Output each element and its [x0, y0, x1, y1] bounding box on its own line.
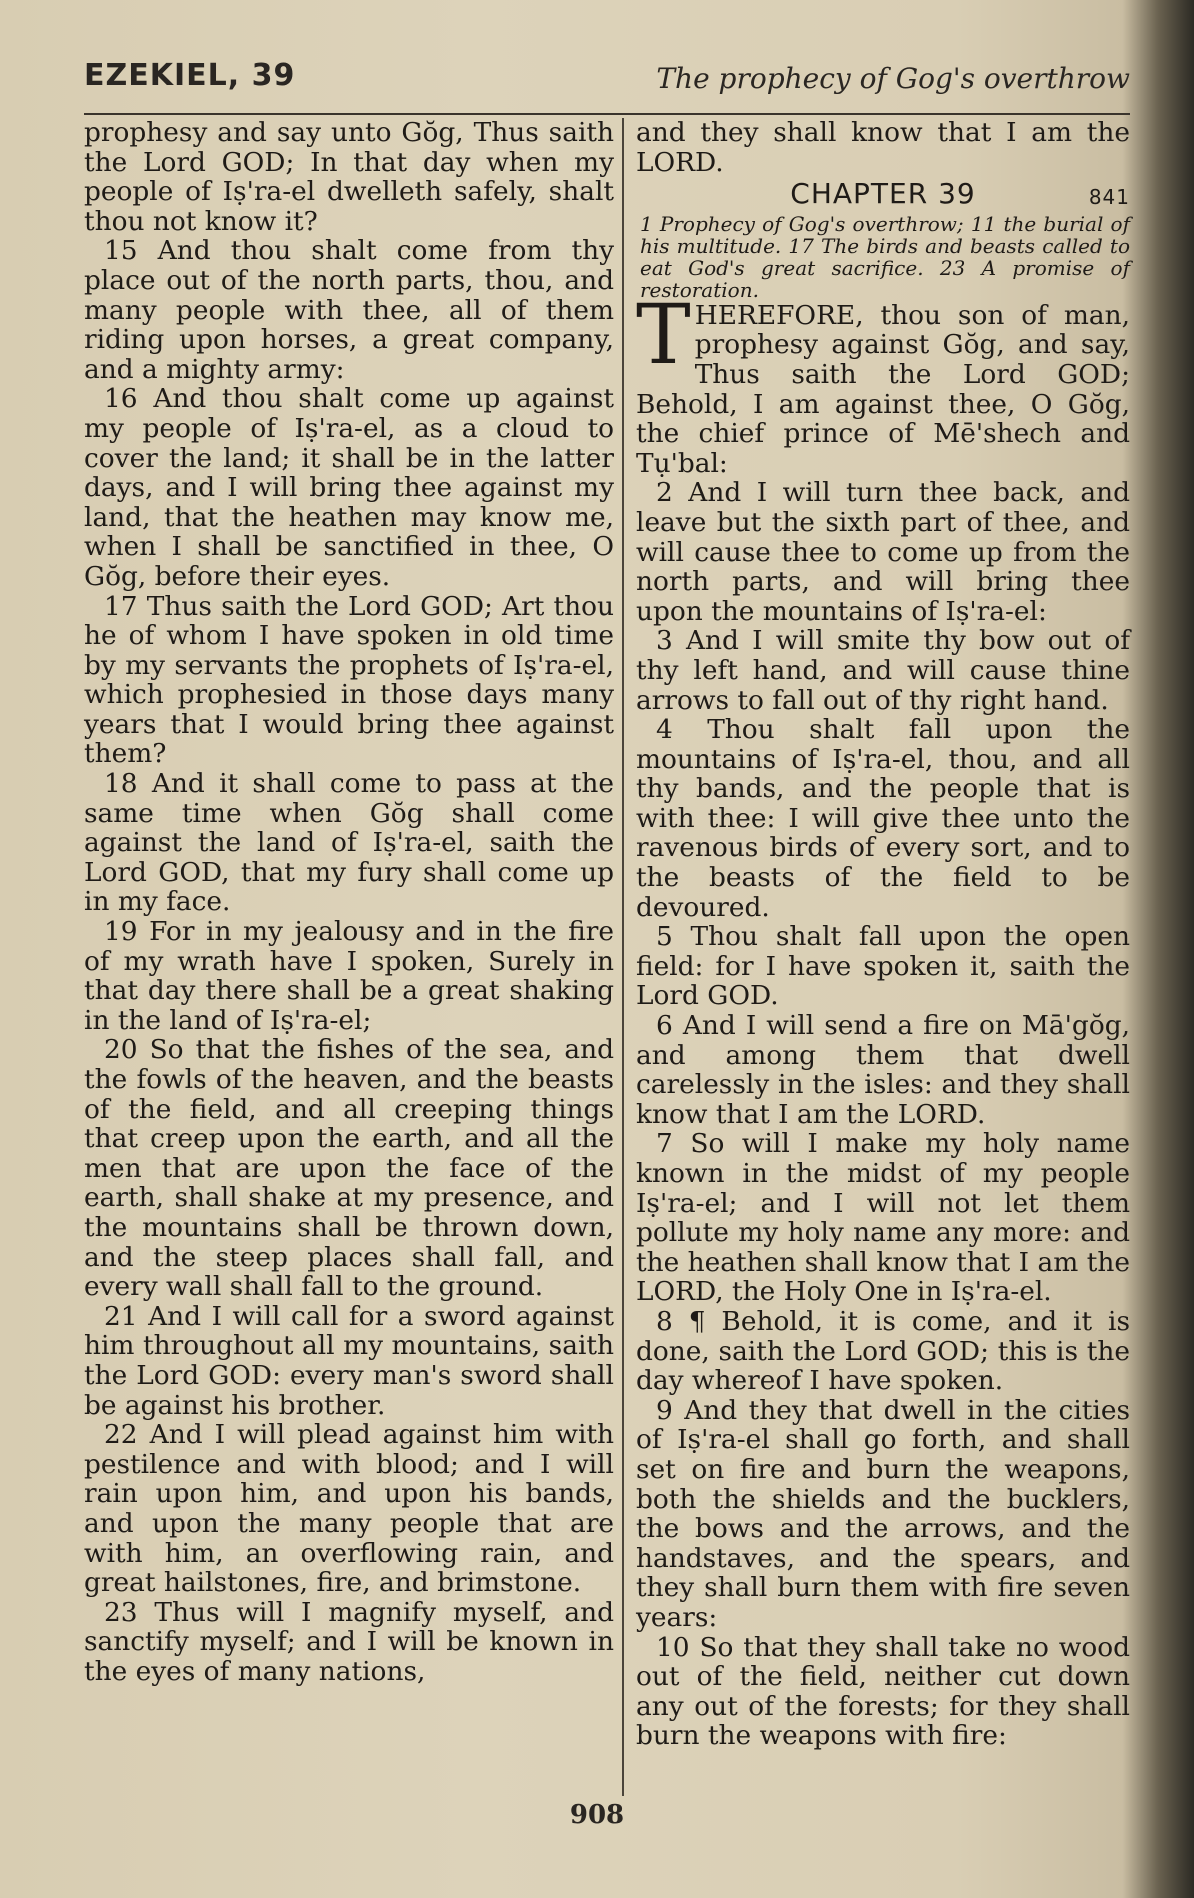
verse-7: 7 So will I make my holy name known in the midst of my people Iṣ'ra-el; and I will not let them pollute my holy name any more: and the heathen shall know that I am the LORD, the Holy One in Iṣ'ra-el. [636, 1128, 1130, 1308]
verse-6: 6 And I will send a fire on Mā'gŏg, and among them that dwell carelessly in the isles: and they shall know that I am the LORD. [636, 1010, 1130, 1130]
chapter-reference: 841 [1088, 185, 1130, 210]
verse-20: 20 So that the fishes of the sea, and the fowls of the heaven, and the beasts of the field, and all creeping things that creep upon the earth, and all the men that are upon the face of the earth, shall shake at my presence, and the mountains shall be thrown down, and the steep places shall fall, and every wall shall fall to the ground. [84, 1034, 614, 1303]
verse-21: 21 And I will call for a sword against him throughout all my mountains, saith the Lord GOD: every man's sword shall be against his brother. [84, 1300, 614, 1421]
running-header-book: EZEKIEL, 39 [84, 58, 296, 93]
chapter-title: CHAPTER 39 [790, 177, 976, 211]
verse-17: 17 Thus saith the Lord GOD; Art thou he of whom I have spoken in old time by my servants the prophets of Iṣ'ra-el, which prophesied in those days many years that I would bring thee against them? [84, 590, 614, 770]
continued-verse: and they shall know that I am the LORD. [636, 117, 1130, 178]
verse-1-text: HEREFORE, thou son of man, prophesy against Gŏg, and say, Thus saith the Lord GOD; Behold, I am against thee, O Gŏg, the chief prince of Mē'shech and Tụ'bal: [636, 299, 1130, 479]
running-header-topic: The prophecy of Gog's overthrow [656, 62, 1130, 95]
verse-10: 10 So that they shall take no wood out of the field, neither cut down any out of the forests; for they shall burn the weapons with fire: [636, 1631, 1130, 1752]
chapter-heading [636, 179, 1130, 209]
verse-16: 16 And thou shalt come up against my people of Iṣ'ra-el, as a cloud to cover the land; it shall be in the latter days, and I will bring thee against my land, that the heathen may know me, when I shall be sanctified in thee, O Gŏg, before their eyes. [84, 383, 614, 592]
header-rule [84, 113, 1130, 115]
verse-23: 23 Thus will I magnify myself, and sanctify myself; and I will be known in the eyes of many nations, [84, 1596, 614, 1687]
verse-22: 22 And I will plead against him with pestilence and with blood; and I will rain upon him, and upon his bands, and upon the many people that are with him, an overflowing rain, and great hailstones, fire, and brimstone. [84, 1419, 614, 1599]
drop-cap: T [636, 287, 691, 383]
verse-9: 9 And they that dwell in the cities of Iṣ'ra-el shall go forth, and shall set on fire and burn the weapons, both the shields and the bucklers, the bows and the arrows, and the handstaves, and the spears, and they shall burn them with fire seven years: [636, 1394, 1130, 1633]
right-column [636, 118, 1130, 1751]
verse-1 [636, 287, 1130, 479]
page-number: 908 [569, 1800, 625, 1830]
verse-8: 8 ¶ Behold, it is come, and it is done, saith the Lord GOD; this is the day whereof I have spoken. [636, 1305, 1130, 1397]
continued-verse: prophesy and say unto Gŏg, Thus saith the Lord GOD; In that day when my people of Iṣ'ra-el dwelleth safely, shalt thou not know it? [84, 117, 614, 237]
column-divider [622, 118, 624, 1796]
verse-15: 15 And thou shalt come from thy place out of the north parts, thou, and many people with thee, all of them riding upon horses, a great company, and a mighty army: [84, 235, 614, 385]
verse-18: 18 And it shall come to pass at the same time when Gŏg shall come against the land of Iṣ'ra-el, saith the Lord GOD, that my fury shall come up in my face. [84, 768, 614, 918]
verse-4: 4 Thou shalt fall upon the mountains of Iṣ'ra-el, thou, and all thy bands, and the people that is with thee: I will give thee unto the ravenous birds of every sort, and to the beasts of the field to be devoured. [636, 714, 1130, 923]
verse-19: 19 For in my jealousy and in the fire of my wrath have I spoken, Surely in that day there shall be a great shaking in the land of Iṣ'ra-el; [84, 916, 614, 1036]
chapter-summary: 1 Prophecy of Gog's overthrow; 11 the burial of his multitude. 17 The birds and beasts called to eat God's great sacrifice. 23 A promise of restoration. [640, 211, 1130, 302]
left-column [84, 118, 614, 1686]
verse-5: 5 Thou shalt fall upon the open field: for I have spoken it, saith the Lord GOD. [636, 921, 1130, 1012]
verse-2: 2 And I will turn thee back, and leave but the sixth part of thee, and will cause thee to come up from the north parts, and will bring thee upon the mountains of Iṣ'ra-el: [636, 477, 1130, 627]
verse-3: 3 And I will smite thy bow out of thy left hand, and will cause thine arrows to fall out of thy right hand. [636, 625, 1130, 716]
